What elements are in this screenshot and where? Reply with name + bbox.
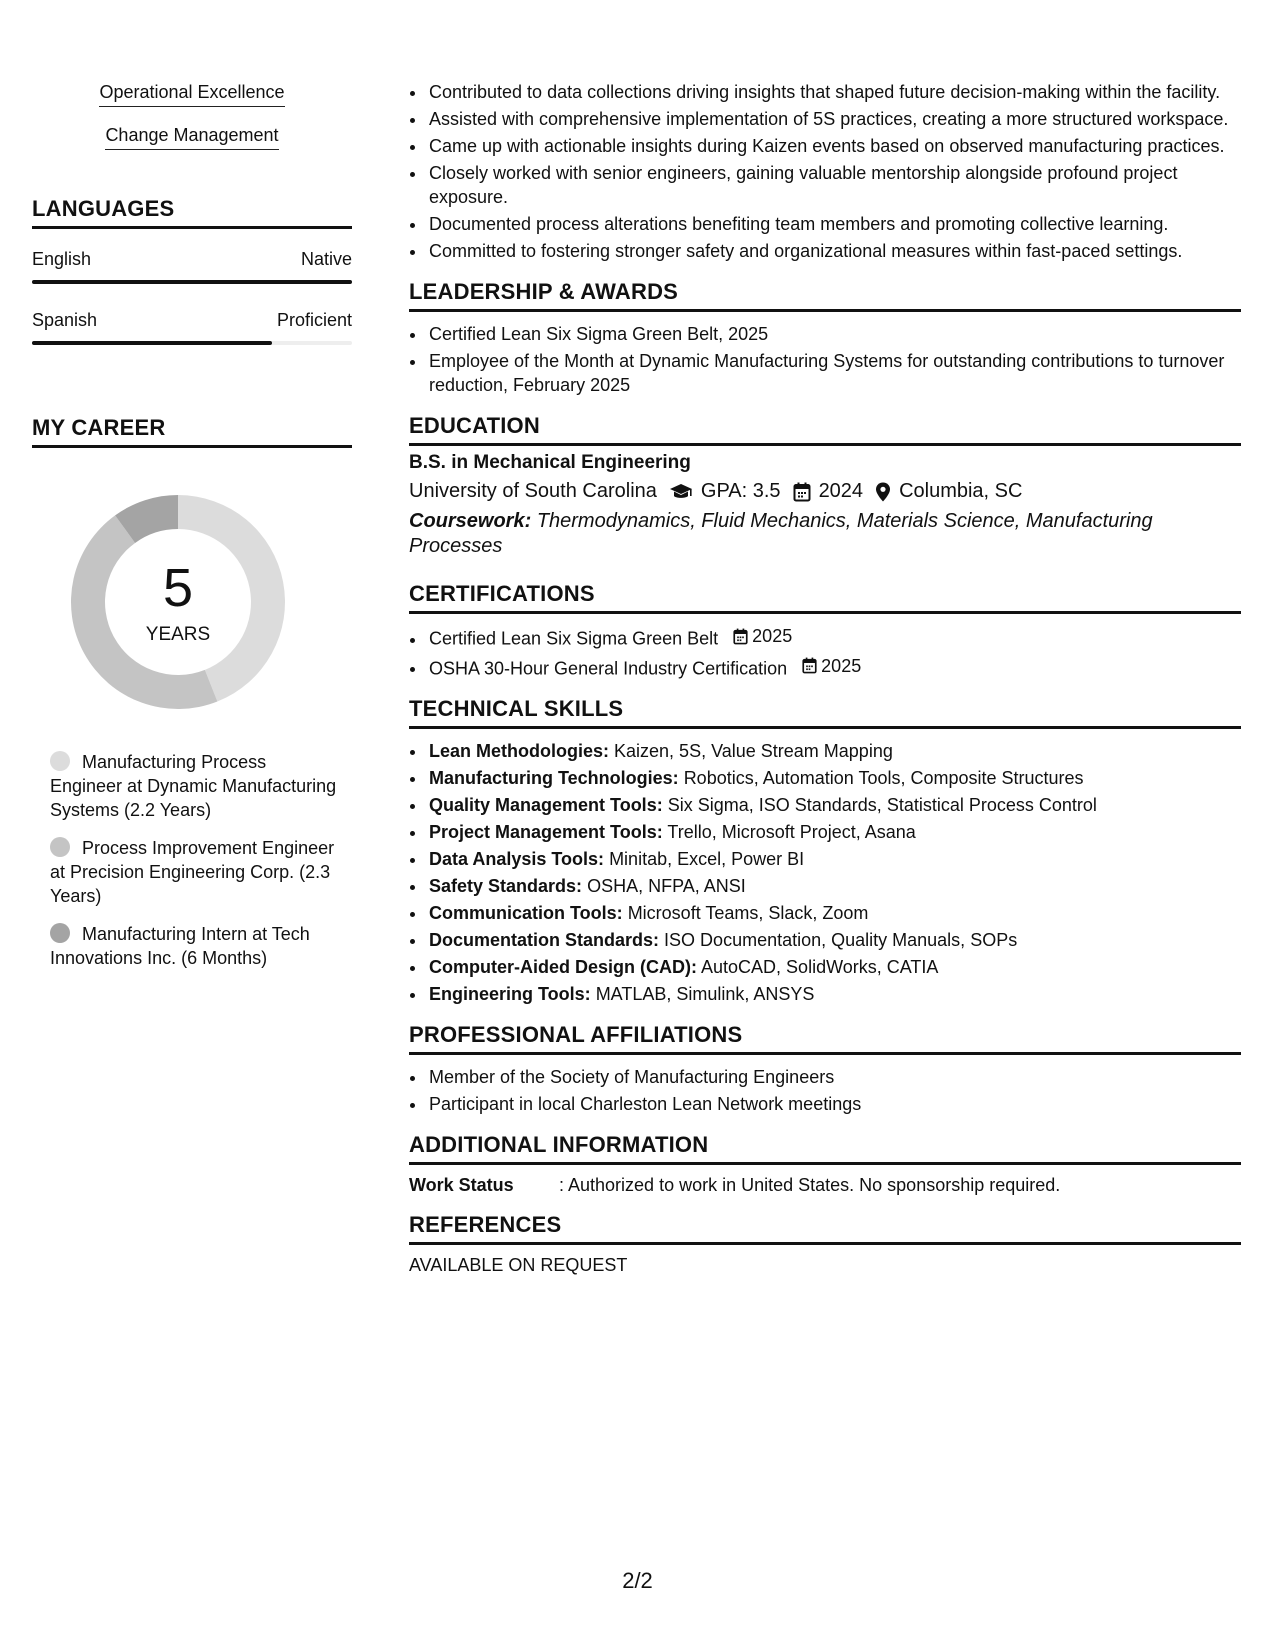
education-degree: B.S. in Mechanical Engineering [409,452,691,473]
education-coursework [409,509,1241,559]
location-pin-icon [875,482,891,502]
skill-category: Quality Management Tools: [429,795,663,815]
skill-category: Lean Methodologies: [429,741,609,761]
education-year: 2024 [818,480,864,502]
technical-skills-heading: TECHNICAL SKILLS [409,696,1241,729]
technical-skill-item [427,847,1241,871]
certifications-heading: CERTIFICATIONS [409,581,1241,614]
technical-skill-item [427,955,1241,979]
affiliation-item: • Member of the Society of Manufacturing Engineers [427,1065,1241,1089]
skill-values: Robotics, Automation Tools, Composite Structures [683,768,1084,788]
calendar-icon [733,628,748,645]
technical-skill-item [427,739,1241,763]
certification-name: OSHA 30-Hour General Industry Certification [429,658,788,678]
career-legend-item [50,922,340,970]
work-status-label: Work Status [409,1175,514,1195]
experience-bullet: • Documented process alterations benefiting team members and promoting collective learning. [427,212,1241,236]
language-proficiency-bar [32,341,352,345]
work-status-row [409,1175,1241,1196]
technical-skill-item [427,766,1241,790]
references-text: AVAILABLE ON REQUEST [409,1255,628,1275]
career-heading: MY CAREER [32,415,352,448]
language-name: English [32,249,92,269]
leadership-item: • Employee of the Month at Dynamic Manufacturing Systems for outstanding contributions to turnover reduction, February 2025 [427,349,1241,397]
experience-bullet: • Came up with actionable insights during Kaizen events based on observed manufacturing practices. [427,134,1241,158]
coursework-label: Coursework: [409,510,532,532]
experience-bullet: • Contributed to data collections driving insights that shaped future decision-making within the facility. [427,80,1241,104]
education-heading: EDUCATION [409,413,1241,446]
leadership-section [409,279,1241,397]
technical-skill-item [427,793,1241,817]
skill-tag: Operational Excellence [99,80,284,107]
skill-values: Six Sigma, ISO Standards, Statistical Process Control [667,795,1097,815]
legend-dot-icon [50,923,70,943]
skill-category: Communication Tools: [429,903,623,923]
leadership-heading: LEADERSHIP & AWARDS [409,279,1241,312]
career-legend-item [50,836,340,908]
skill-values: AutoCAD, SolidWorks, CATIA [701,957,939,977]
experience-bullet: • Assisted with comprehensive implementation of 5S practices, creating a more structured workspace. [427,107,1241,131]
language-entry [32,310,352,345]
certifications-section [409,581,1241,680]
skill-values: Minitab, Excel, Power BI [609,849,805,869]
education-section [409,413,1241,559]
skill-category: Engineering Tools: [429,984,591,1004]
leadership-item: • Certified Lean Six Sigma Green Belt, 2025 [427,322,1241,346]
additional-info-heading: ADDITIONAL INFORMATION [409,1132,1241,1165]
language-proficiency-fill [32,341,272,345]
skill-category: Manufacturing Technologies: [429,768,679,788]
skill-values: Microsoft Teams, Slack, Zoom [627,903,869,923]
experience-bullets [409,80,1241,263]
references-section [409,1212,1241,1276]
certification-item [427,624,1241,651]
legend-dot-icon [50,751,70,771]
skill-category: Data Analysis Tools: [429,849,605,869]
career-legend [50,750,340,970]
references-heading: REFERENCES [409,1212,1241,1245]
technical-skill-item [427,820,1241,844]
language-proficiency-fill [32,280,352,284]
affiliation-item: • Participant in local Charleston Lean Network meetings [427,1092,1241,1116]
calendar-icon [793,482,811,502]
legend-dot-icon [50,837,70,857]
experience-bullet: • Committed to fostering stronger safety and organizational measures within fast-paced settings. [427,239,1241,263]
technical-skill-item [427,982,1241,1006]
career-legend-text: Manufacturing Intern at Tech Innovations Inc. (6 Months) [50,924,310,968]
skill-category: Project Management Tools: [429,822,663,842]
certification-year: 2025 [752,626,793,646]
skill-values: MATLAB, Simulink, ANSYS [595,984,815,1004]
right-column [409,80,1241,1276]
work-status-value: : Authorized to work in United States. No sponsorship required. [559,1175,1061,1195]
career-legend-item [50,750,340,822]
skill-category: Documentation Standards: [429,930,660,950]
technical-skill-item [427,874,1241,898]
skill-values: Kaizen, 5S, Value Stream Mapping [614,741,893,761]
language-level: Native [300,249,352,269]
education-gpa: GPA: 3.5 [700,480,781,502]
calendar-icon [802,657,817,674]
language-level: Proficient [276,310,352,330]
technical-skill-item [427,928,1241,952]
education-meta [409,480,1241,503]
certification-name: Certified Lean Six Sigma Green Belt [429,628,719,649]
skill-category: Safety Standards: [429,876,583,896]
affiliations-heading: PROFESSIONAL AFFILIATIONS [409,1022,1241,1055]
skill-values: OSHA, NFPA, ANSI [587,876,746,896]
career-total-number: 5 [162,558,194,618]
coursework-list: Thermodynamics, Fluid Mechanics, Materials Science, Manufacturing Processes [409,510,1153,557]
skill-tag: Change Management [105,123,278,150]
career-total-unit: YEARS [145,624,211,645]
language-entry [32,249,352,284]
left-column [32,80,352,984]
language-proficiency-bar [32,280,352,284]
experience-bullet: • Closely worked with senior engineers, gaining valuable mentorship alongside profound project exposure. [427,161,1241,209]
skill-category: Computer-Aided Design (CAD): [429,957,697,977]
graduation-cap-icon [669,483,693,501]
page-number: 2/2 [622,1568,653,1593]
certification-year: 2025 [821,655,862,676]
affiliations-section [409,1022,1241,1116]
education-location: Columbia, SC [899,480,1023,502]
skill-values: ISO Documentation, Quality Manuals, SOPs [664,930,1018,950]
language-name: Spanish [32,310,98,330]
career-legend-text: Process Improvement Engineer at Precision Engineering Corp. (2.3 Years) [50,838,335,906]
languages-heading: LANGUAGES [32,196,352,229]
career-donut-chart [64,488,292,716]
technical-skills-section [409,696,1241,1006]
additional-info-section [409,1132,1241,1196]
certification-item [427,654,1241,681]
education-school: University of South Carolina [409,480,657,502]
skill-values: Trello, Microsoft Project, Asana [667,822,916,842]
skill-tags [32,80,352,166]
career-legend-text: Manufacturing Process Engineer at Dynamic Manufacturing Systems (2.2 Years) [50,752,337,820]
technical-skill-item [427,901,1241,925]
